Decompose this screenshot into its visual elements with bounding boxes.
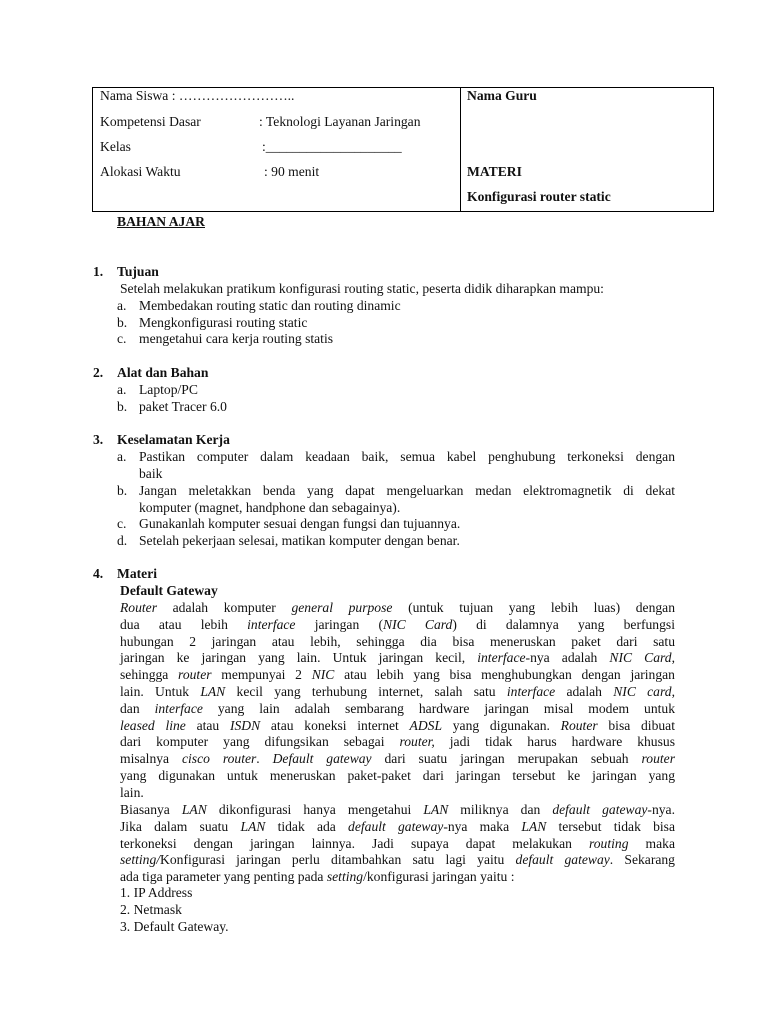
materi-title: Konfigurasi router static: [467, 189, 611, 204]
list-marker: d.: [117, 533, 128, 548]
section-number: 1.: [93, 264, 104, 279]
list-item: [139, 483, 675, 517]
list-item: Laptop/PC: [139, 382, 198, 397]
list-marker: b.: [117, 483, 128, 498]
list-item-line: baik: [139, 465, 163, 481]
section-title-materi: Materi: [117, 566, 157, 581]
list-marker: a.: [117, 382, 127, 397]
kompetensi-value: : Teknologi Layanan Jaringan: [259, 114, 421, 129]
section-title-alat: Alat dan Bahan: [117, 365, 209, 380]
list-marker: a.: [117, 298, 127, 313]
nama-guru: Nama Guru: [467, 88, 537, 103]
nama-siswa: Nama Siswa : ……………………..: [100, 88, 295, 103]
list-item: Gunakanlah komputer sesuai dengan fungsi dan tujuannya.: [139, 516, 461, 531]
header-divider: [460, 88, 461, 211]
section-title-tujuan: Tujuan: [117, 264, 159, 279]
list-item-line: Jangan meletakkan benda yang dapat mengeluarkan medan elektromagnetik di dekat: [139, 483, 675, 498]
list-item: 3. Default Gateway.: [120, 919, 229, 934]
list-item: [139, 449, 675, 483]
bahan-ajar-heading: BAHAN AJAR: [117, 214, 205, 229]
materi-subtitle: Default Gateway: [120, 583, 218, 598]
section-number: 3.: [93, 432, 104, 447]
section-number: 4.: [93, 566, 104, 581]
list-item: mengetahui cara kerja routing statis: [139, 331, 334, 346]
list-item: Membedakan routing static dan routing dinamic: [139, 298, 401, 313]
materi-paragraph-2: Biasanya LAN dikonfigurasi hanya mengetahui LAN miliknya dan default gateway-nya. Jika dalam suatu LAN tidak ada default gateway-nya maka LAN tersebut tidak bisa terkoneksi dengan jaringan lainnya. Jadi supaya dapat melakukan routing maka setting/Konfigurasi jaringan perlu ditambahkan satu lagi yaitu default gateway. Sekarang ada tiga parameter yang penting pada setting/konfigurasi jaringan yaitu :: [120, 802, 675, 885]
list-marker: b.: [117, 315, 128, 330]
list-marker: a.: [117, 449, 127, 464]
list-item: paket Tracer 6.0: [139, 399, 227, 414]
list-marker: c.: [117, 331, 127, 346]
alokasi-value: : 90 menit: [264, 164, 320, 179]
section-number: 2.: [93, 365, 104, 380]
kelas-label: Kelas: [100, 139, 131, 154]
kompetensi-label: Kompetensi Dasar: [100, 114, 201, 129]
list-marker: b.: [117, 399, 128, 414]
list-marker: c.: [117, 516, 127, 531]
list-item-line: komputer (magnet, handphone dan sebagainya).: [139, 499, 401, 515]
list-item: 1. IP Address: [120, 885, 193, 900]
materi-paragraph-1: Router adalah komputer general purpose (untuk tujuan yang lebih luas) dengan dua atau lebih interface jaringan (NIC Card) di dalamnya yang berfungsi hubungan 2 jaringan atau lebih, sehingga dia bisa meneruskan paket dari satu jaringan ke jaringan yang lain. Untuk jaringan kecil, interface-nya adalah NIC Card, sehingga router mempunyai 2 NIC atau lebih yang bisa menghubungkan dengan jaringan lain. Untuk LAN kecil yang terhubung internet, salah satu interface adalah NIC card, dan interface yang lain adalah sembarang hardware jaringan misal modem untuk leased line atau ISDN atau koneksi internet ADSL yang digunakan. Router bisa dibuat dari komputer yang difungsikan sebagai router, jadi tidak harus hardware khusus misalnya cisco router. Default gateway dari suatu jaringan merupakan sebuah router yang digunakan untuk meneruskan paket-paket dari jaringan tersebut ke jaringan yang lain.: [120, 600, 675, 800]
list-item: Mengkonfigurasi routing static: [139, 315, 308, 330]
section-title-keselamatan: Keselamatan Kerja: [117, 432, 230, 447]
list-item-line: Pastikan computer dalam keadaan baik, semua kabel penghubung terkoneksi dengan: [139, 449, 675, 464]
alokasi-label: Alokasi Waktu: [100, 164, 181, 179]
header-table: [92, 87, 714, 212]
kelas-value: :____________________: [262, 139, 402, 154]
materi-label: MATERI: [467, 164, 522, 179]
tujuan-intro: Setelah melakukan pratikum konfigurasi routing static, peserta didik diharapkan mampu:: [120, 281, 604, 296]
list-item: Setelah pekerjaan selesai, matikan komputer dengan benar.: [139, 533, 460, 548]
list-item: 2. Netmask: [120, 902, 182, 917]
